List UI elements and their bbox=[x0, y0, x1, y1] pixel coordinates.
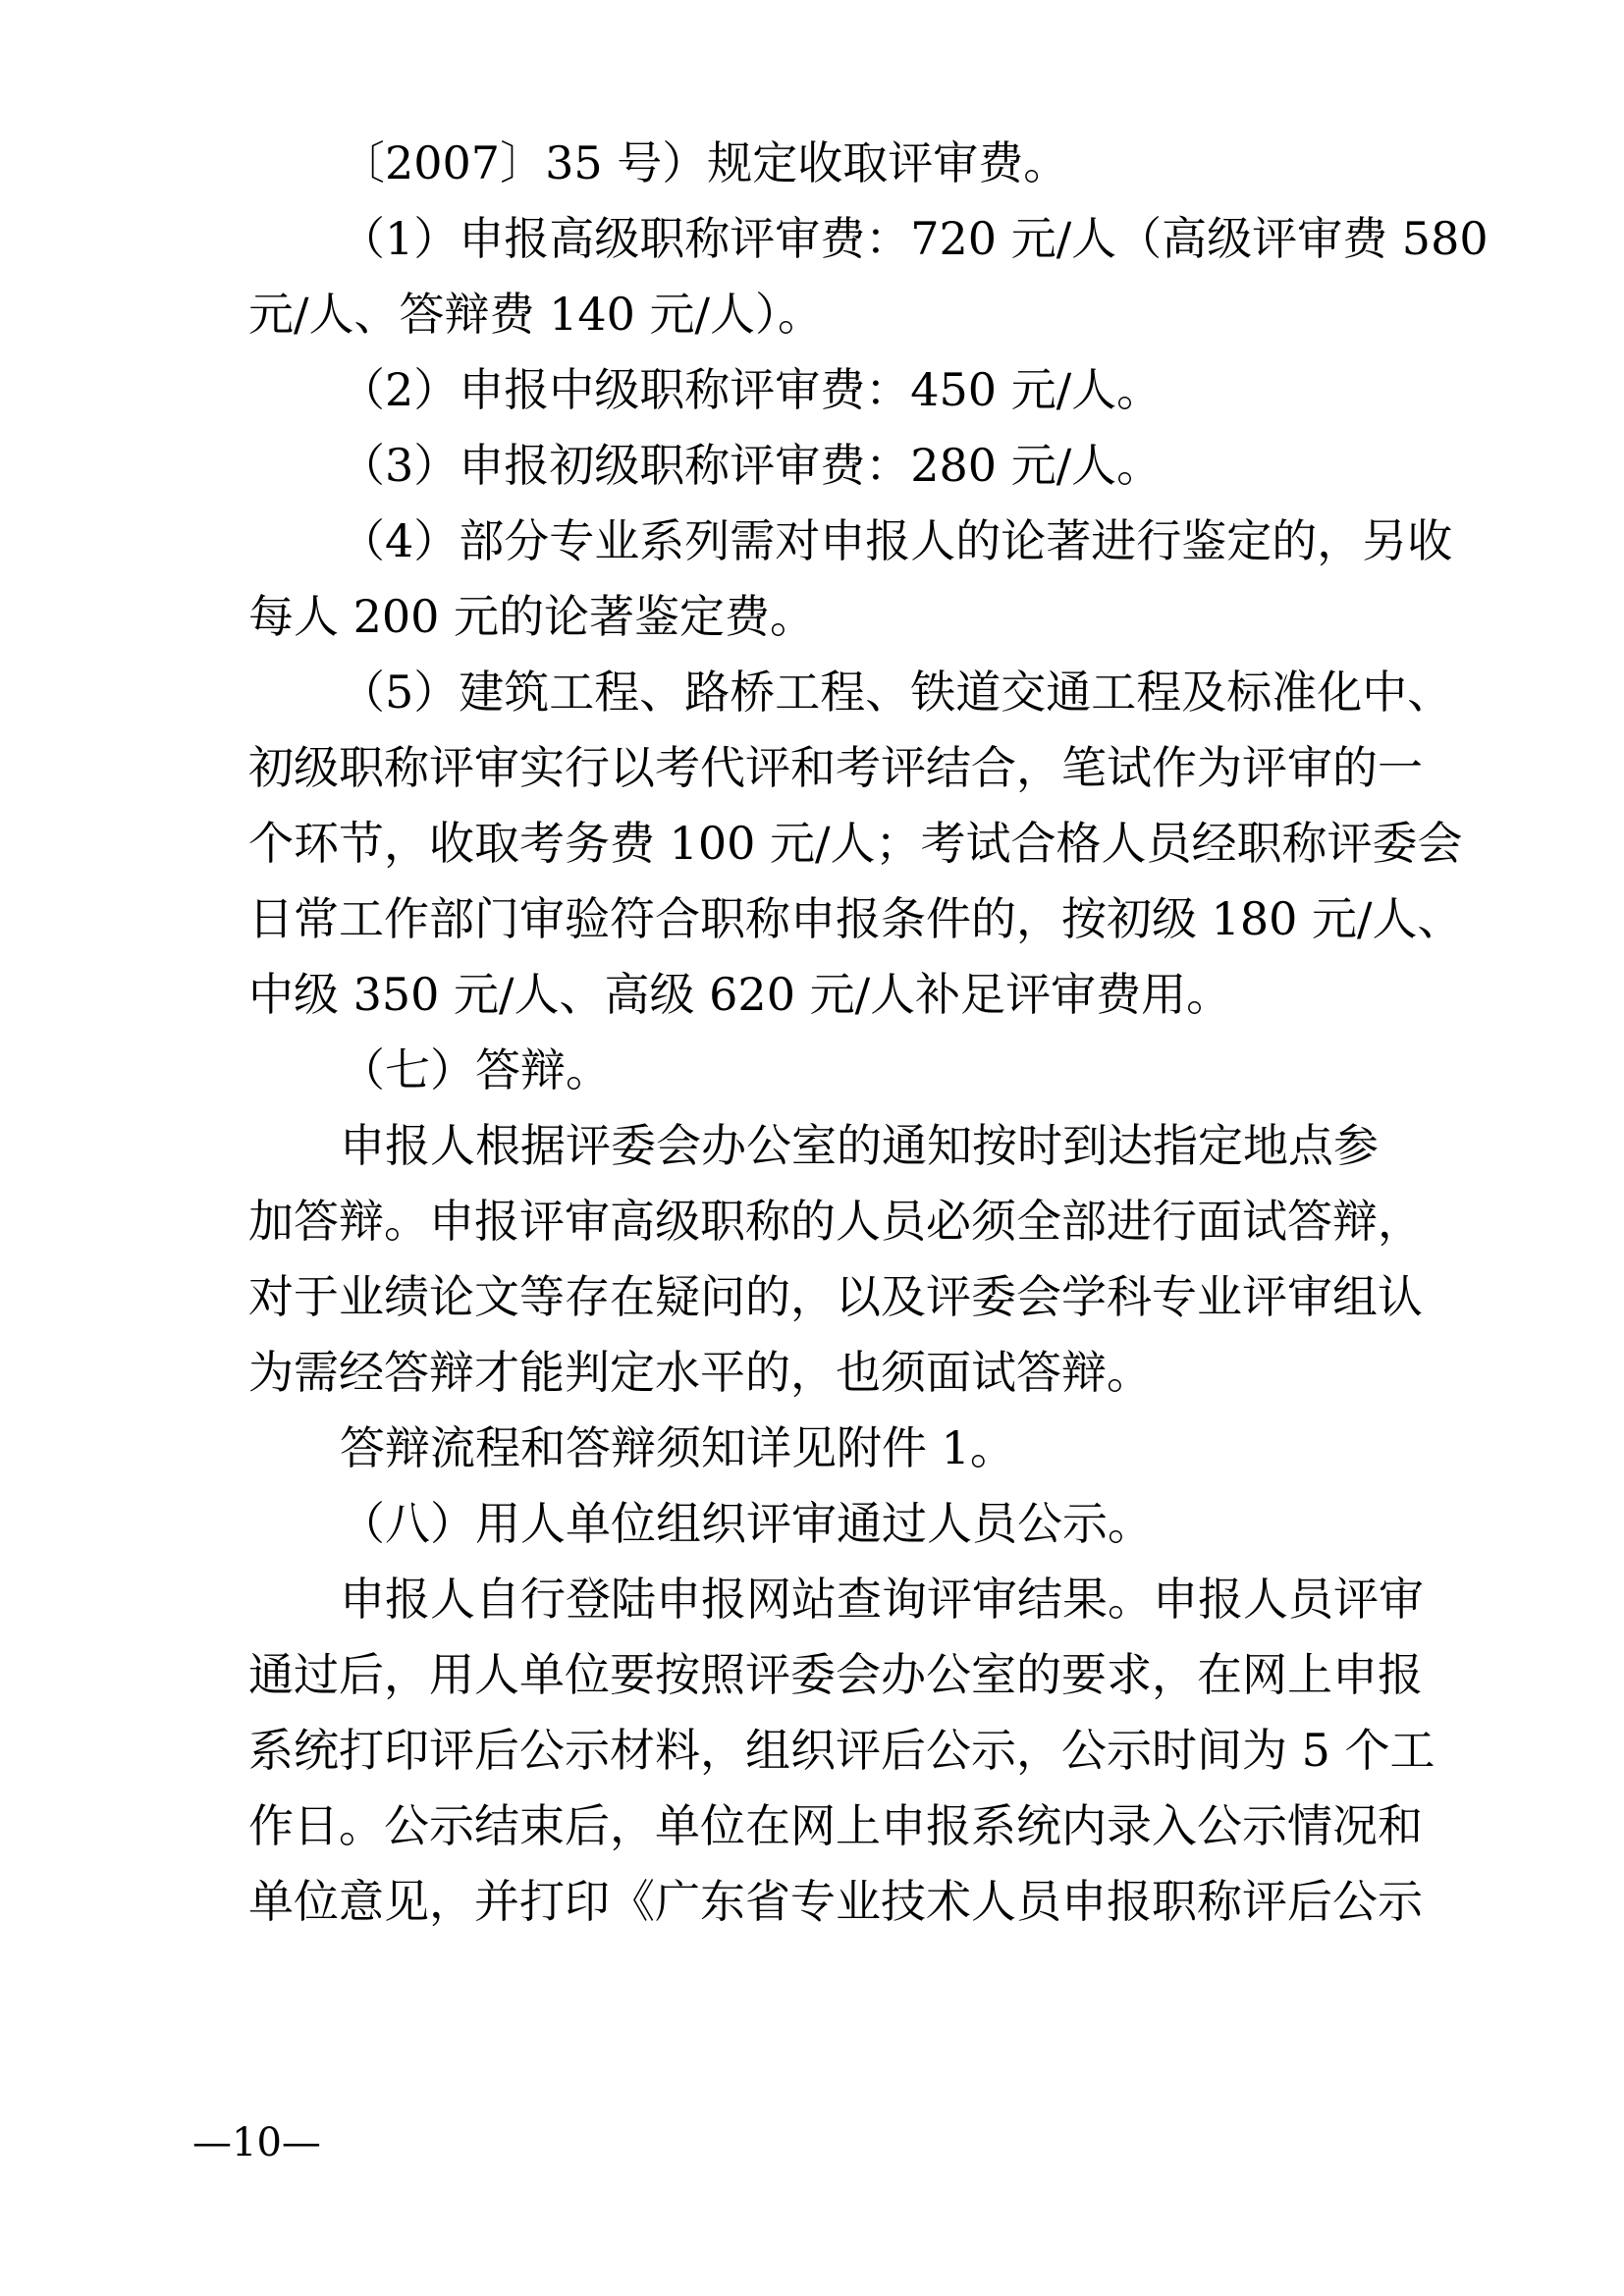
text-line-2 bbox=[248, 201, 1489, 277]
text-line-13 bbox=[248, 1033, 1376, 1108]
text-line-8 bbox=[248, 655, 1453, 730]
text-line-6 bbox=[248, 504, 1453, 579]
text-line-12-content: 中级 350 元/人、高级 620 元/人补足评审费用。 bbox=[248, 968, 1232, 1021]
text-line-12 bbox=[248, 957, 1376, 1033]
text-line-10 bbox=[248, 806, 1463, 881]
text-line-11 bbox=[248, 881, 1463, 957]
text-line-7 bbox=[248, 579, 1376, 655]
text-line-4-content: （2）申报中级职称评审费：450 元/人。 bbox=[340, 363, 1163, 416]
text-line-4 bbox=[248, 352, 1376, 428]
text-line-20-content: 申报人自行登陆申报网站查询评审结果。申报人员评审 bbox=[340, 1573, 1424, 1626]
text-line-23-content: 作日。公示结束后，单位在网上申报系统内录入公示情况和 bbox=[248, 1799, 1423, 1852]
text-line-16-content: 对于业绩论文等存在疑问的，以及评委会学科专业评审组认 bbox=[248, 1270, 1423, 1323]
text-line-1 bbox=[248, 126, 1376, 201]
text-line-3 bbox=[248, 277, 1376, 352]
text-line-3-content: 元/人、答辩费 140 元/人）。 bbox=[248, 288, 824, 341]
text-line-7-content: 每人 200 元的论著鉴定费。 bbox=[248, 590, 816, 643]
text-line-15-content: 加答辩。申报评审高级职称的人员必须全部进行面试答辩， bbox=[248, 1195, 1423, 1248]
text-line-19-content: （八）用人单位组织评审通过人员公示。 bbox=[340, 1497, 1153, 1550]
document-body-text bbox=[248, 126, 1489, 1940]
text-line-20 bbox=[248, 1562, 1424, 1637]
text-line-11-content: 日常工作部门审验符合职称申报条件的，按初级 180 元/人、 bbox=[248, 892, 1463, 945]
text-line-9-content: 初级职称评审实行以考代评和考评结合，笔试作为评审的一 bbox=[248, 741, 1423, 794]
text-line-22 bbox=[248, 1713, 1435, 1789]
text-line-17-content: 为需经答辩才能判定水平的，也须面试答辩。 bbox=[248, 1346, 1152, 1399]
text-line-23 bbox=[248, 1789, 1423, 1864]
text-line-14-content: 申报人根据评委会办公室的通知按时到达指定地点参 bbox=[340, 1119, 1379, 1172]
text-line-22-content: 系统打印评后公示材料，组织评后公示，公示时间为 5 个工 bbox=[248, 1724, 1435, 1777]
text-line-18-content: 答辩流程和答辩须知详见附件 1。 bbox=[340, 1421, 1015, 1474]
text-line-8-content: （5）建筑工程、路桥工程、铁道交通工程及标准化中、 bbox=[340, 666, 1453, 719]
text-line-21 bbox=[248, 1637, 1423, 1713]
text-line-10-content: 个环节，收取考务费 100 元/人；考试合格人员经职称评委会 bbox=[248, 817, 1463, 870]
text-line-9 bbox=[248, 730, 1423, 806]
text-line-16 bbox=[248, 1259, 1423, 1335]
text-line-24-content: 单位意见，并打印《广东省专业技术人员申报职称评后公示 bbox=[248, 1875, 1423, 1928]
text-line-2-content: （1）申报高级职称评审费：720 元/人（高级评审费 580 bbox=[340, 212, 1489, 265]
text-line-14 bbox=[248, 1108, 1379, 1184]
text-line-18 bbox=[248, 1411, 1376, 1486]
text-line-5 bbox=[248, 428, 1376, 504]
text-line-5-content: （3）申报初级职称评审费：280 元/人。 bbox=[340, 439, 1163, 492]
text-line-1-content: 〔2007〕35 号）规定收取评审费。 bbox=[340, 136, 1069, 189]
text-line-15 bbox=[248, 1184, 1423, 1259]
page-number: —10— bbox=[192, 2120, 321, 2165]
text-line-19 bbox=[248, 1486, 1376, 1562]
text-line-6-content: （4）部分专业系列需对申报人的论著进行鉴定的，另收 bbox=[340, 514, 1453, 567]
text-line-24 bbox=[248, 1864, 1423, 1940]
text-line-21-content: 通过后，用人单位要按照评委会办公室的要求，在网上申报 bbox=[248, 1648, 1423, 1701]
text-line-13-content: （七）答辩。 bbox=[340, 1043, 611, 1096]
text-line-17 bbox=[248, 1335, 1376, 1411]
